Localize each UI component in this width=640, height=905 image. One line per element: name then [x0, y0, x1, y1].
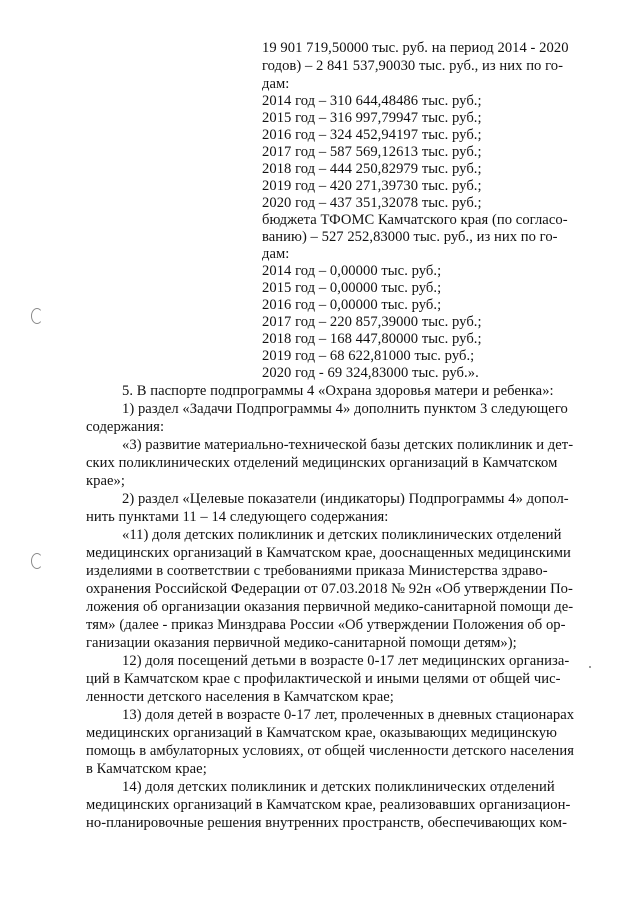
text-line: 2018 год – 168 447,80000 тыс. руб.;	[262, 331, 482, 347]
text-line: 2019 год – 68 622,81000 тыс. руб.;	[262, 348, 475, 364]
text-line: 2) раздел «Целевые показатели (индикаторы) Подпрограммы 4» допол-	[122, 491, 569, 507]
punch-hole-mark	[31, 553, 43, 569]
text-line: ганизации оказания первичной медико-санитарной помощи детям»);	[86, 635, 517, 651]
text-line: тям» (далее - приказ Минздрава России «Об утверждении Положения об ор-	[86, 617, 566, 633]
text-line: «11) доля детских поликлиник и детских поликлинических отделений	[122, 527, 562, 543]
text-line: ленности детского населения в Камчатском крае;	[86, 689, 394, 705]
text-line: содержания:	[86, 419, 165, 435]
scan-speck	[589, 666, 591, 668]
text-line: в Камчатском крае;	[86, 761, 207, 777]
text-line: ских поликлинических отделений медицинских организаций в Камчатском	[86, 455, 558, 471]
text-line: 2016 год – 324 452,94197 тыс. руб.;	[262, 127, 482, 143]
text-line: дам:	[262, 76, 290, 92]
text-line: 1) раздел «Задачи Подпрограммы 4» дополнить пунктом 3 следующего	[122, 401, 568, 417]
text-line: ванию) – 527 252,83000 тыс. руб., из них по го-	[262, 229, 558, 245]
text-line: 2016 год – 0,00000 тыс. руб.;	[262, 297, 442, 313]
text-line: медицинских организаций в Камчатском крае, дооснащенных медицинскими	[86, 545, 571, 561]
text-line: изделиями в соответствии с требованиями приказа Министерства здраво-	[86, 563, 548, 579]
text-line: 2019 год – 420 271,39730 тыс. руб.;	[262, 178, 482, 194]
text-line: помощь в амбулаторных условиях, от общей численности детского населения	[86, 743, 574, 759]
text-line: 19 901 719,50000 тыс. руб. на период 2014 - 2020	[262, 40, 569, 56]
text-line: 2020 год – 437 351,32078 тыс. руб.;	[262, 195, 482, 211]
text-line: нить пунктами 11 – 14 следующего содержания:	[86, 509, 389, 525]
text-line: 2015 год – 0,00000 тыс. руб.;	[262, 280, 442, 296]
text-line: годов) – 2 841 537,90030 тыс. руб., из них по го-	[262, 58, 564, 74]
text-line: крае»;	[86, 473, 125, 489]
text-line: 2014 год – 0,00000 тыс. руб.;	[262, 263, 442, 279]
text-line: 2015 год – 316 997,79947 тыс. руб.;	[262, 110, 482, 126]
text-line: дам:	[262, 246, 290, 262]
text-line: 2017 год – 587 569,12613 тыс. руб.;	[262, 144, 482, 160]
text-line: но-планировочные решения внутренних пространств, обеспечивающих ком-	[86, 815, 567, 831]
text-line: 14) доля детских поликлиник и детских поликлинических отделений	[122, 779, 555, 795]
text-line: 12) доля посещений детьми в возрасте 0-17 лет медицинских организа-	[122, 653, 570, 669]
text-line: 13) доля детей в возрасте 0-17 лет, пролеченных в дневных стационарах	[122, 707, 575, 723]
text-line: медицинских организаций в Камчатском крае, оказывающих медицинскую	[86, 725, 557, 741]
text-line: медицинских организаций в Камчатском крае, реализовавших организацион-	[86, 797, 571, 813]
text-line: «3) развитие материально-технической базы детских поликлиник и дет-	[122, 437, 574, 453]
text-line: охранения Российской Федерации от 07.03.2018 № 92н «Об утверждении По-	[86, 581, 573, 597]
text-line: ций в Камчатском крае с профилактической и иными целями от общей чис-	[86, 671, 561, 687]
text-line: 2017 год – 220 857,39000 тыс. руб.;	[262, 314, 482, 330]
punch-hole-mark	[31, 308, 43, 324]
text-line: бюджета ТФОМС Камчатского края (по согласо-	[262, 212, 568, 228]
text-line: 2020 год - 69 324,83000 тыс. руб.».	[262, 365, 479, 381]
text-line: 2014 год – 310 644,48486 тыс. руб.;	[262, 93, 482, 109]
text-line: ложения об организации оказания первичной медико-санитарной помощи де-	[86, 599, 574, 615]
text-line: 5. В паспорте подпрограммы 4 «Охрана здоровья матери и ребенка»:	[122, 383, 554, 399]
text-line: 2018 год – 444 250,82979 тыс. руб.;	[262, 161, 482, 177]
